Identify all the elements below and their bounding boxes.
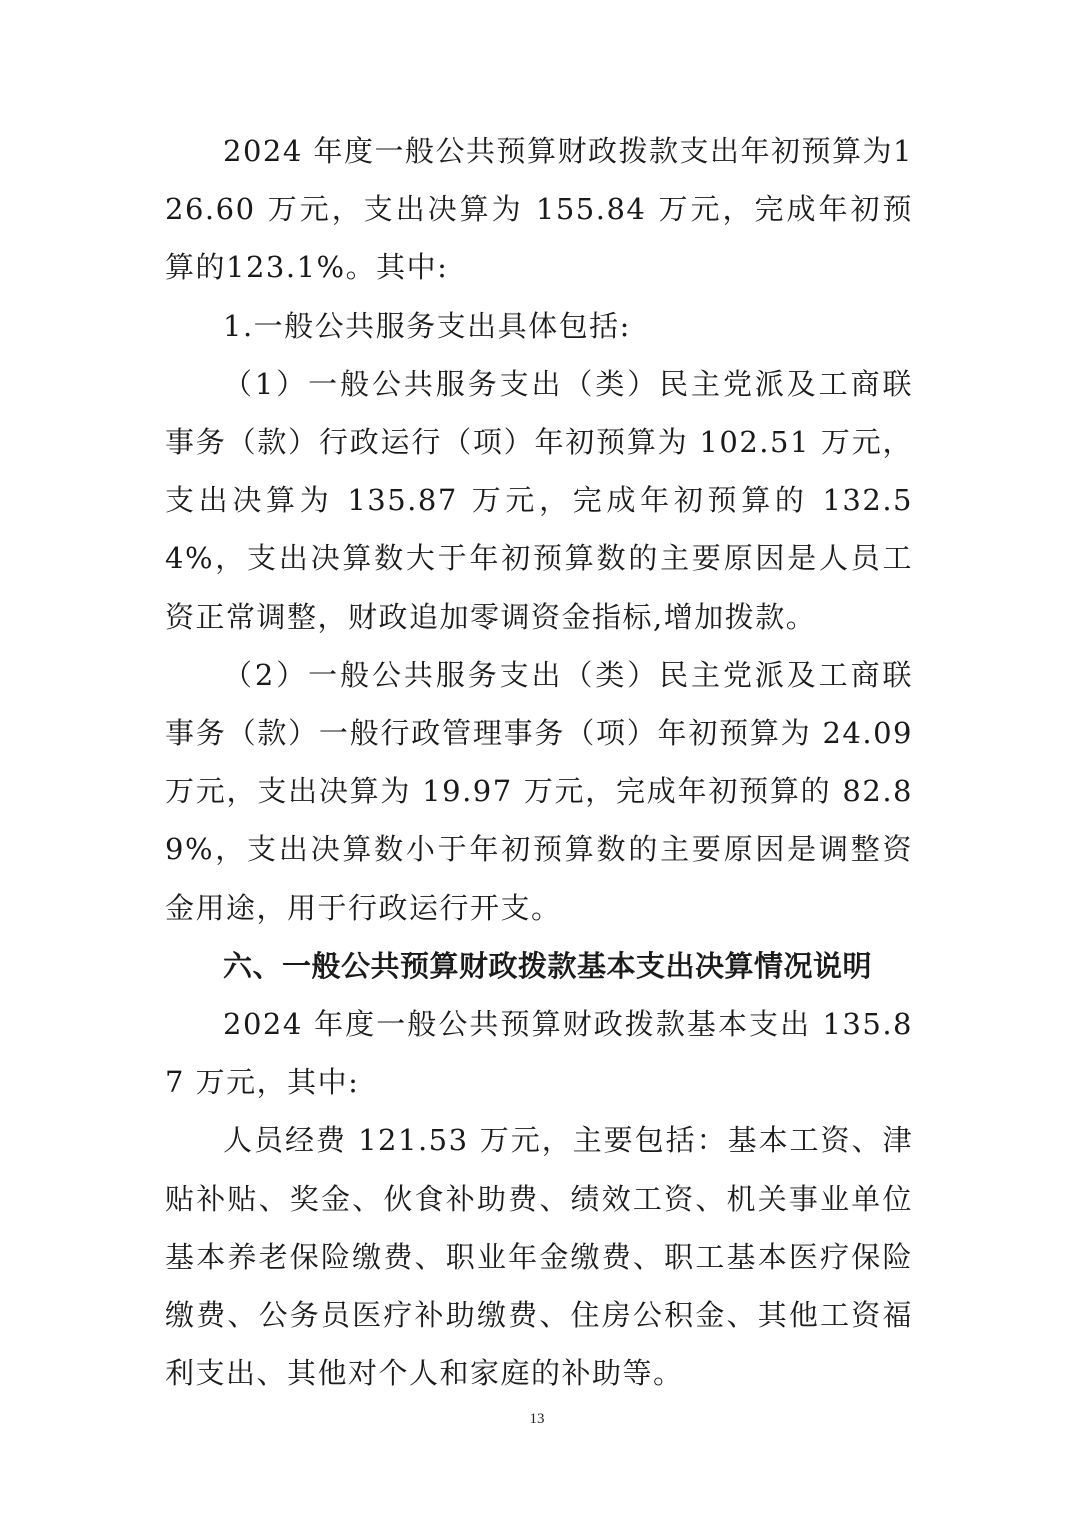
section-heading: 六、一般公共预算财政拨款基本支出决算情况说明 <box>223 948 873 983</box>
document-body <box>165 122 913 1402</box>
paragraph-personnel-expenses: 人员经费 121.53 万元，主要包括：基本工资、津贴补贴、奖金、伙食补助费、绩效工资、机关事业单位基本养老保险缴费、职业年金缴费、职工基本医疗保险缴费、公务员医疗补助缴费、住房公积金、其他工资福利支出、其他对个人和家庭的补助等。 <box>165 1123 913 1391</box>
paragraph-item-1-administrative-operation: （1）一般公共服务支出（类）民主党派及工商联事务（款）行政运行（项）年初预算为 102.51 万元，支出决算为 135.87 万元，完成年初预算的 132.54%，支出决算数大于年初预算数的主要原因是人员工资正常调整，财政追加零调资金指标,增加拨款。 <box>165 366 913 634</box>
paragraph-item-2-general-administration: （2）一般公共服务支出（类）民主党派及工商联事务（款）一般行政管理事务（项）年初预算为 24.09 万元，支出决算为 19.97 万元，完成年初预算的 82.89%，支出决算数小于年初预算数的主要原因是调整资金用途，用于行政运行开支。 <box>165 657 913 925</box>
page-number: 13 <box>529 1411 545 1427</box>
paragraph-basic-expenditure: 2024 年度一般公共预算财政拨款基本支出 135.87 万元，其中: <box>165 1007 913 1100</box>
paragraph-general-services-intro: 1.一般公共服务支出具体包括: <box>223 308 631 343</box>
paragraph-budget-summary: 2024 年度一般公共预算财政拨款支出年初预算为126.60 万元，支出决算为 155.84 万元，完成年初预算的123.1%。其中: <box>165 134 913 285</box>
